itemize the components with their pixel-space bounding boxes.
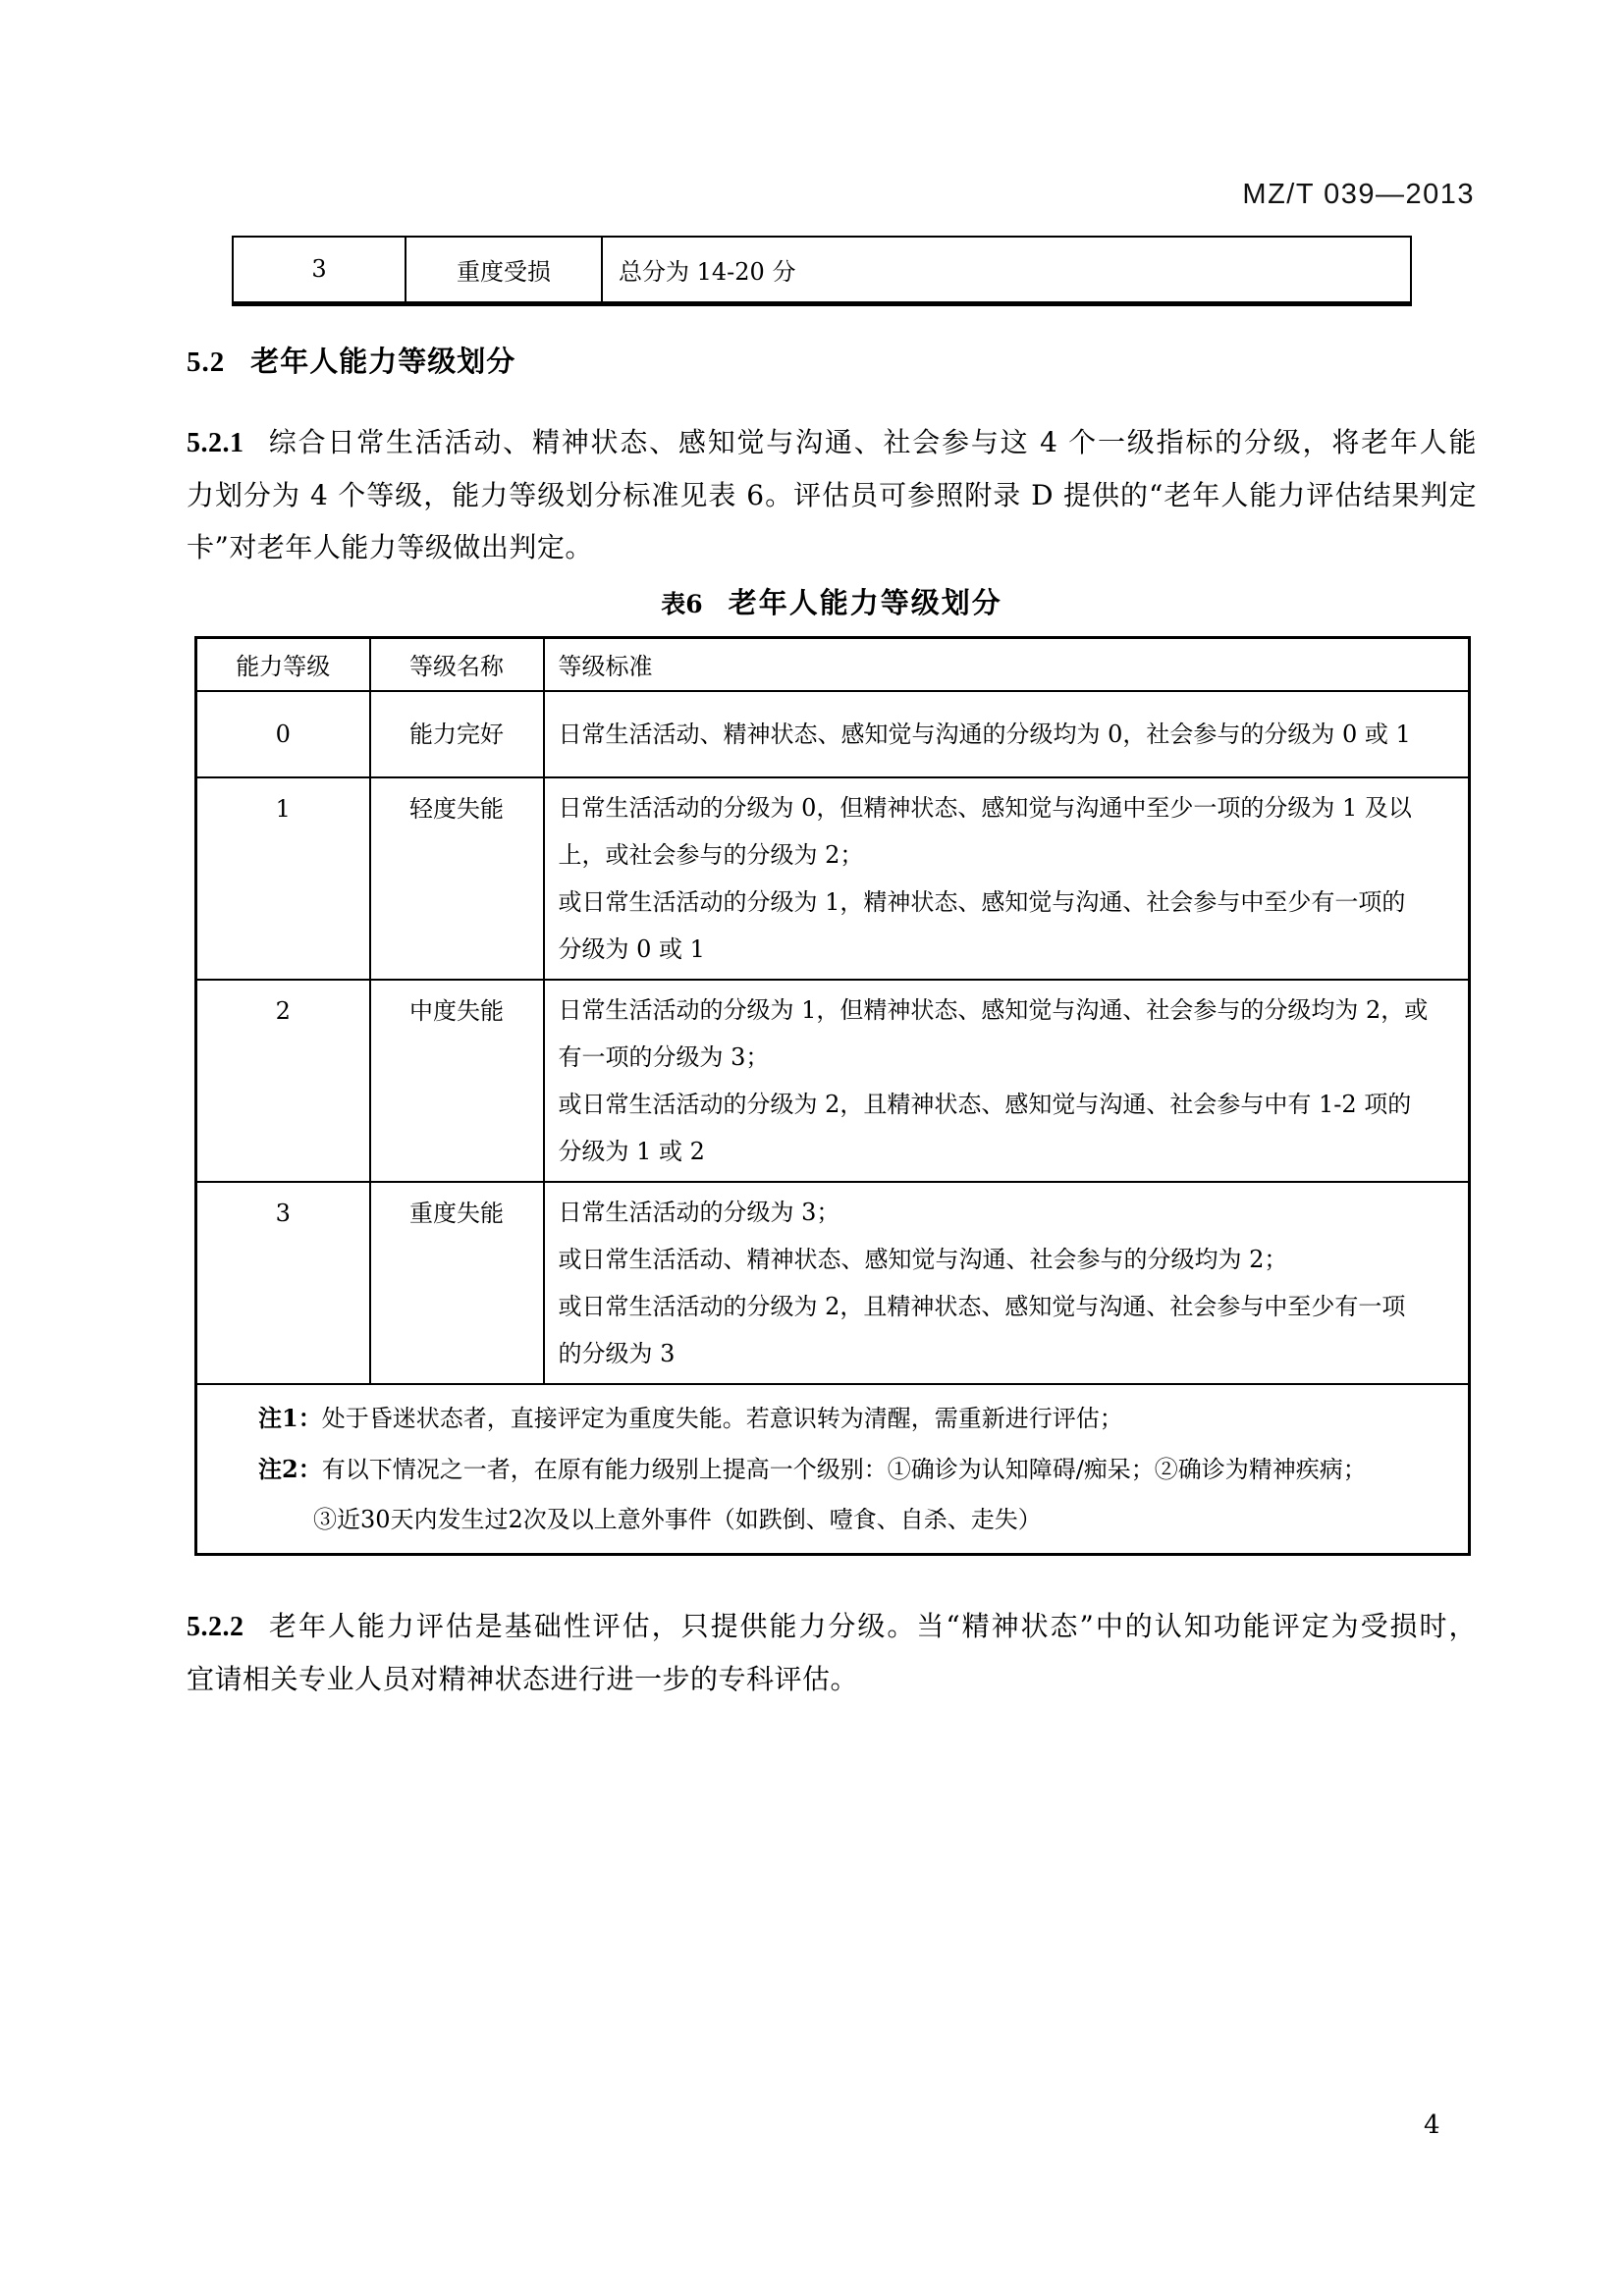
clause-number: 5.2.1 (187, 428, 244, 458)
table6-caption-title: 老年人能力等级划分 (728, 586, 1002, 619)
note-label: 注1： (258, 1403, 322, 1432)
paragraph-line: 宜请相关专业人员对精神状态进行进一步的专科评估。 (187, 1663, 859, 1695)
prev-name-cell: 重度受损 (406, 237, 602, 303)
note-label: 注2： (258, 1454, 322, 1483)
paragraph-522 (187, 1600, 1477, 1705)
criteria-line: 日常生活活动的分级为 0，但精神状态、感知觉与沟通中至少一项的分级为 1 及以 (558, 793, 1412, 822)
table-row (196, 980, 1470, 1182)
criteria-line: 日常生活活动的分级为 1，但精神状态、感知觉与沟通、社会参与的分级均为 2，或 (558, 995, 1429, 1024)
table6-header-row (196, 638, 1470, 691)
note-line (258, 1444, 1454, 1495)
table6-notes-row (196, 1384, 1470, 1555)
criteria-line: 或日常生活活动、精神状态、感知觉与沟通、社会参与的分级均为 2； (558, 1245, 1288, 1273)
criteria-line: 或日常生活活动的分级为 2，且精神状态、感知觉与沟通、社会参与中有 1-2 项的 (558, 1090, 1412, 1118)
criteria-line: 的分级为 3 (558, 1339, 676, 1367)
name-cell: 轻度失能 (370, 777, 544, 980)
prev-criteria-cell: 总分为 14-20 分 (602, 237, 1411, 303)
clause-number: 5.2.2 (187, 1612, 244, 1642)
prev-level-cell: 3 (233, 237, 406, 303)
table6 (194, 636, 1471, 1556)
note-line: ③近30天内发生过2次及以上意外事件（如跌倒、噎食、自杀、走失） (313, 1505, 1042, 1533)
name-cell: 重度失能 (370, 1182, 544, 1384)
table6-caption-label: 表6 (661, 590, 703, 618)
name-cell: 中度失能 (370, 980, 544, 1182)
paragraph-line (187, 1600, 1477, 1653)
note-text: 处于昏迷状态者，直接评定为重度失能。若意识转为清醒，需重新进行评估； (321, 1404, 1123, 1432)
criteria-line: 分级为 1 或 2 (558, 1137, 705, 1165)
level-cell: 1 (196, 777, 370, 980)
paragraph-text: 老年人能力评估是基础性评估，只提供能力分级。当“精神状态”中的认知功能评定为受损时， (267, 1610, 1477, 1642)
criteria-line: 日常生活活动的分级为 3； (558, 1198, 840, 1226)
section-heading (187, 340, 515, 380)
criteria-cell (544, 980, 1470, 1182)
table-row (196, 777, 1470, 980)
header-cell-criteria: 等级标准 (544, 638, 1470, 691)
name-cell: 能力完好 (370, 691, 544, 777)
page-number: 4 (1424, 2110, 1440, 2140)
paragraph-text: 综合日常生活活动、精神状态、感知觉与沟通、社会参与这 4 个一级指标的分级，将老年人能 (267, 426, 1477, 458)
header-cell-level: 能力等级 (196, 638, 370, 691)
criteria-cell (544, 691, 1470, 777)
table-row (196, 1182, 1470, 1384)
criteria-line: 分级为 0 或 1 (558, 934, 705, 963)
criteria-line: 或日常生活活动的分级为 1，精神状态、感知觉与沟通、社会参与中至少有一项的 (558, 887, 1406, 916)
criteria-line: 有一项的分级为 3； (558, 1042, 770, 1071)
section-number: 5.2 (187, 347, 226, 378)
criteria-line: 或日常生活活动的分级为 2，且精神状态、感知觉与沟通、社会参与中至少有一项 (558, 1292, 1406, 1320)
criteria-cell (544, 1182, 1470, 1384)
criteria-line: 上，或社会参与的分级为 2； (558, 840, 864, 869)
table-row (233, 237, 1411, 303)
standard-code: MZ/T 039—2013 (1242, 179, 1475, 210)
table6-caption (187, 581, 1477, 621)
notes-cell (196, 1384, 1470, 1555)
level-cell: 2 (196, 980, 370, 1182)
header-cell-name: 等级名称 (370, 638, 544, 691)
previous-table-fragment (232, 236, 1412, 306)
note-text: 有以下情况之一者，在原有能力级别上提高一个级别：①确诊为认知障碍/痴呆；②确诊为精神疾病； (321, 1455, 1367, 1483)
section-title: 老年人能力等级划分 (250, 345, 516, 378)
table-row (196, 691, 1470, 777)
paragraph-line (187, 416, 1477, 469)
note-line (258, 1393, 1454, 1444)
paragraph-line: 力划分为 4 个等级，能力等级划分标准见表 6。评估员可参照附录 D 提供的“老年人能力评估结果判定 (187, 479, 1477, 511)
level-cell: 3 (196, 1182, 370, 1384)
criteria-line: 日常生活活动、精神状态、感知觉与沟通的分级均为 0，社会参与的分级为 0 或 1 (558, 720, 1411, 748)
level-cell: 0 (196, 691, 370, 777)
criteria-cell (544, 777, 1470, 980)
paragraph-line: 卡”对老年人能力等级做出判定。 (187, 531, 593, 563)
paragraph-521 (187, 416, 1477, 573)
